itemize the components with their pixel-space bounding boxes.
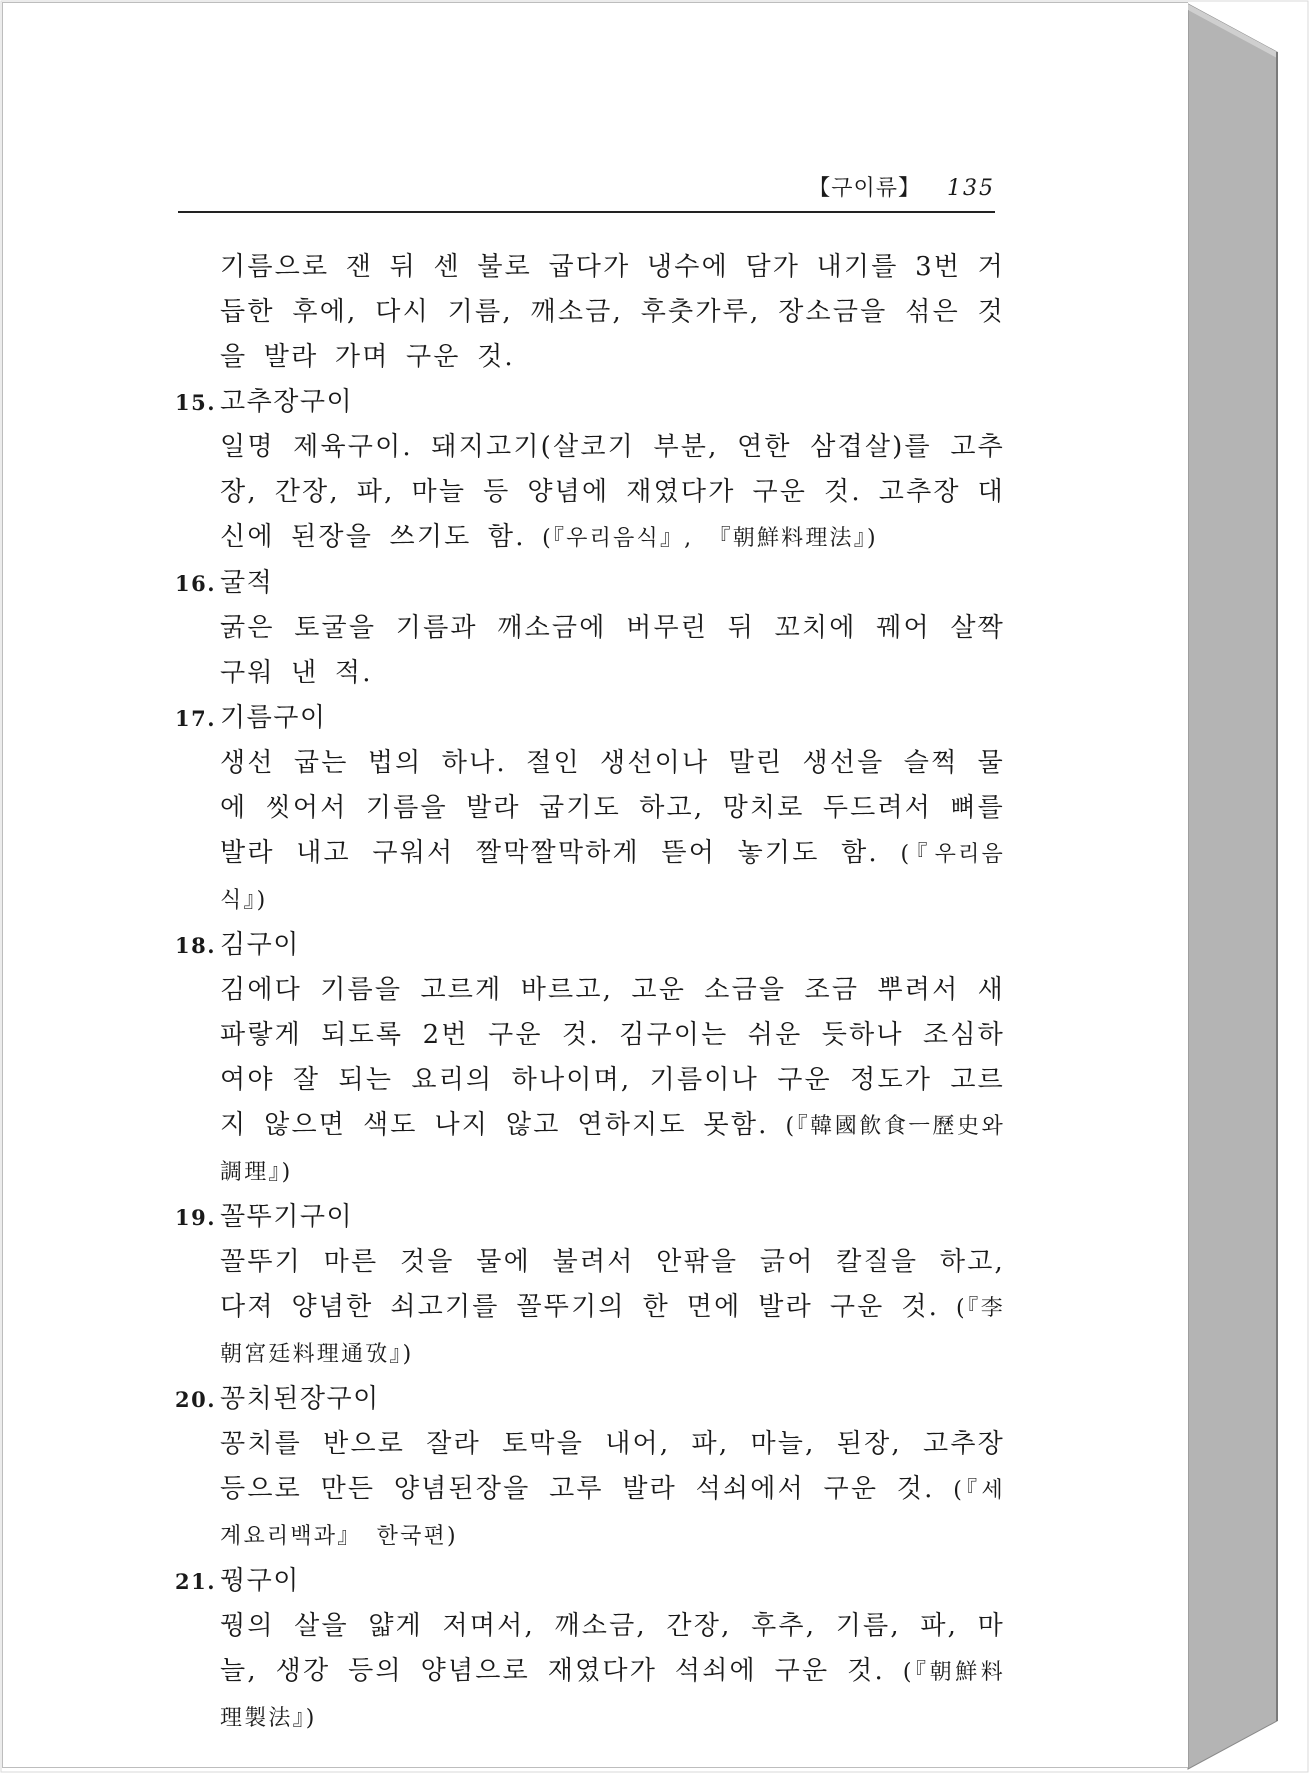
entry-number: 16.: [175, 571, 217, 596]
entry-source: (『李朝宮廷料理通攷』): [220, 1296, 1006, 1367]
entry-18: [175, 923, 1005, 1195]
entry-source: (『세계요리백과』 한국편): [220, 1478, 1006, 1549]
entry-source: (『우리음식』, 『朝鮮料理法』): [542, 526, 878, 551]
entry-text: 꼴뚜기 마른 것을 물에 불려서 안팎을 긁어 칼질을 하고, 다져 양념한 쇠고기를 꼴뚜기의 한 면에 발라 구운 것.: [220, 1247, 1005, 1322]
entry-number: 15.: [175, 390, 217, 415]
entry-text: 꿩의 살을 얇게 저며서, 깨소금, 간장, 후추, 기름, 파, 마늘, 생강 등의 양념으로 재였다가 석쇠에 구운 것.: [220, 1611, 1005, 1686]
page-content: [175, 245, 1005, 1741]
section-title: 【구이류】: [808, 176, 921, 201]
entry-19: [175, 1195, 1005, 1377]
entry-number: 20.: [175, 1387, 217, 1412]
entry-number: 21.: [175, 1569, 217, 1594]
running-header: [178, 171, 995, 213]
entry-20: [175, 1377, 1005, 1559]
entry-number: 19.: [175, 1205, 217, 1230]
entry-title: 고추장구이: [220, 387, 354, 417]
entry-source: (『韓國飮食ㅡ歷史와 調理』): [220, 1114, 1006, 1185]
entry-source: (『朝鮮料理製法』): [220, 1660, 1006, 1731]
entry-title: 꿩구이: [220, 1566, 300, 1596]
entry-text: 일명 제육구이. 돼지고기(살코기 부분, 연한 삼겹살)를 고추장, 간장, 파, 마늘 등 양념에 재였다가 구운 것. 고추장 대신에 된장을 쓰기도 함.: [220, 432, 1005, 552]
entry-17: [175, 696, 1005, 923]
entry-title: 굴적: [220, 568, 274, 598]
page-number: 135: [947, 176, 995, 201]
entry-text: 김에다 기름을 고르게 바르고, 고운 소금을 조금 뿌려서 새파랗게 되도록 2번 구운 것. 김구이는 쉬운 듯하나 조심하여야 잘 되는 요리의 하나이며, 기름이나 구운 정도가 고르지 않으면 색도 나지 않고 연하지도 못함.: [220, 975, 1005, 1140]
entry-source: (『우리음식』): [220, 842, 1005, 913]
intro-paragraph: 기름으로 잰 뒤 센 불로 굽다가 냉수에 담가 내기를 3번 거듭한 후에, 다시 기름, 깨소금, 후춧가루, 장소금을 섞은 것을 발라 가며 구운 것.: [220, 252, 1005, 372]
entry-15: [175, 380, 1005, 561]
entry-text: 꽁치를 반으로 잘라 토막을 내어, 파, 마늘, 된장, 고추장 등으로 만든 양념된장을 고루 발라 석쇠에서 구운 것.: [220, 1429, 1005, 1504]
entry-title: 꼴뚜기구이: [220, 1202, 354, 1232]
entry-text: 굵은 토굴을 기름과 깨소금에 버무린 뒤 꼬치에 꿰어 살짝 구워 낸 적.: [220, 613, 1005, 688]
entry-title: 기름구이: [220, 703, 327, 733]
entry-text: 생선 굽는 법의 하나. 절인 생선이나 말린 생선을 슬쩍 물에 씻어서 기름을 발라 굽기도 하고, 망치로 두드려서 뼈를 발라 내고 구워서 짤막짤막하게 뜯어 놓기도 함.: [220, 748, 1005, 868]
entry-number: 18.: [175, 933, 217, 958]
entry-16: [175, 561, 1005, 696]
entry-21: [175, 1559, 1005, 1741]
entry-title: 꽁치된장구이: [220, 1384, 380, 1414]
entry-title: 김구이: [220, 930, 300, 960]
entry-number: 17.: [175, 706, 217, 731]
